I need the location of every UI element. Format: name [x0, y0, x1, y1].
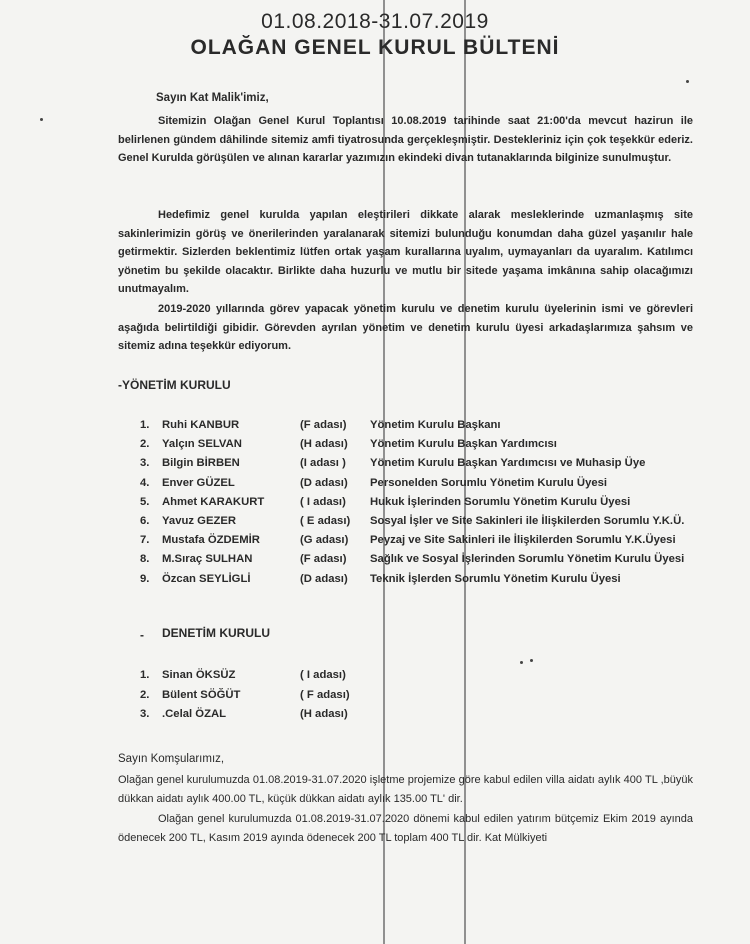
list-item: 7. Mustafa ÖZDEMİR (G adası) Peyzaj ve Site Sakinleri ile İlişkilerden Sorumlu Y.K.Üyesi — [140, 534, 676, 547]
list-item: 8. M.Sıraç SULHAN (F adası) Sağlık ve Sosyal İşlerinden Sorumlu Yönetim Kurulu Üyesi — [140, 553, 685, 566]
yonetim-list — [140, 419, 684, 592]
closing-paragraph-1: Olağan genel kurulumuzda 01.08.2019-31.07.2020 işletme projemize göre kabul edilen villa aidatı aylık 400 TL ,büyük dükkan aidatı aylık 400.00 TL, küçük dükkan aidatı aylık 135.00 TL' dir. — [118, 774, 693, 805]
scan-speck — [686, 80, 689, 83]
list-item: 5. Ahmet KARAKURT ( I adası) Hukuk İşlerinden Sorumlu Yönetim Kurulu Üyesi — [140, 495, 631, 508]
denetim-heading: DENETİM KURULU — [162, 626, 270, 640]
closing-paragraph-2: Olağan genel kurulumuzda 01.08.2019-31.07.2020 dönemi kabul edilen yatırım bütçemiz Ekim 2019 ayında ödenecek 200 TL, Kasım 2019 ayında ödenecek 200 TL toplam 400 TL dir. Kat Mülkiyeti — [118, 813, 693, 844]
list-item: 2. Bülent SÖĞÜT ( F adası) — [140, 688, 350, 701]
greeting: Sayın Kat Malik'imiz, — [156, 92, 269, 104]
paragraph-3: 2019-2020 yıllarında görev yapacak yönetim kurulu ve denetim kurulu üyelerinin ismi ve görevleri aşağıda belirtildiği gibidir. Görevden ayrılan yönetim ve denetim kurulu üyesi arkadaşlarımıza şahsım ve sitemiz adına teşekkür ediyorum. — [118, 303, 693, 352]
denetim-bullet: - — [140, 628, 144, 642]
list-item: 3. Bilgin BİRBEN (I adası ) Yönetim Kurulu Başkan Yardımcısı ve Muhasip Üye — [140, 457, 646, 470]
paragraph-1: Sitemizin Olağan Genel Kurul Toplantısı 10.08.2019 tarihinde saat 21:00'da mevcut hazirun ile belirlenen gündem dâhilinde sitemiz amfi tiyatrosunda gerçekleşmiştir. Destekleriniz için çok teşekkür ederiz. Genel Kurulda görüşülen ve alınan kararlar yazımızın ekindeki divan tutanaklarında bilginize sunulmuştur. — [118, 115, 693, 164]
list-item: 6. Yavuz GEZER ( E adası) Sosyal İşler ve Site Sakinleri ile İlişkilerden Sorumlu Y.K.Ü. — [140, 514, 685, 527]
scan-speck — [530, 659, 533, 662]
scan-speck — [40, 118, 43, 121]
list-item: 2. Yalçın SELVAN (H adası) Yönetim Kurulu Başkan Yardımcısı — [140, 438, 557, 451]
scan-speck — [520, 661, 523, 664]
list-item: 9. Özcan SEYLİGLİ (D adası) Teknik İşlerden Sorumlu Yönetim Kurulu Üyesi — [140, 572, 621, 585]
document-date-range: 01.08.2018-31.07.2019 — [261, 10, 489, 33]
denetim-list — [140, 669, 350, 728]
list-item: 4. Enver GÜZEL (D adası) Personelden Sorumlu Yönetim Kurulu Üyesi — [140, 476, 608, 489]
list-item: 1. Sinan ÖKSÜZ ( I adası) — [140, 669, 346, 681]
document-title: OLAĞAN GENEL KURUL BÜLTENİ — [190, 36, 560, 59]
yonetim-heading: -YÖNETİM KURULU — [118, 378, 231, 392]
closing-greeting: Sayın Komşularımız, — [118, 753, 225, 765]
list-item: 1. Ruhi KANBUR (F adası) Yönetim Kurulu Başkanı — [140, 419, 501, 431]
paragraph-2: Hedefimiz genel kurulda yapılan eleştirileri dikkate alarak mesleklerinde uzmanlaşmış site sakinlerimizin görüş ve önerilerinden yaralanarak sitemizi bulunduğu konumdan daha güzel yaşanılır hale getirmektir. Sizlerden beklentimiz lütfen ortak yaşam kurallarına uyalım, uymayanları da uyaralım. Katılımcı yönetim bu şekilde olacaktır. Birlikte daha huzurlu ve mutlu bir sitede yaşama imkânına sahip olacağımızı unutmayalım. — [118, 209, 693, 295]
list-item: 3. .Celal ÖZAL (H adası) — [140, 708, 348, 721]
